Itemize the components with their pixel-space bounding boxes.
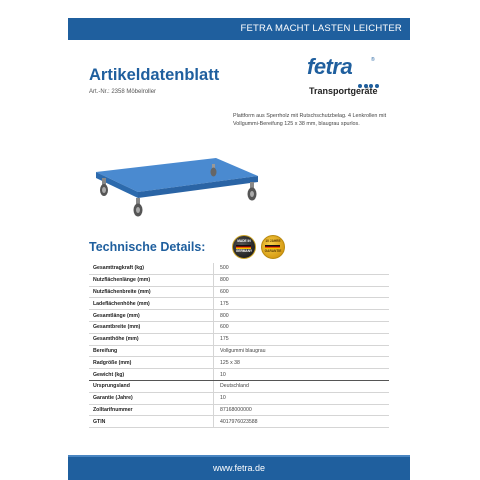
page-title: Artikeldatenblatt bbox=[89, 66, 220, 84]
spec-value: 800 bbox=[214, 310, 390, 322]
spec-value: 10 bbox=[214, 392, 390, 404]
spec-value: 4017976023588 bbox=[214, 416, 390, 428]
spec-value: 87168000000 bbox=[214, 404, 390, 416]
table-row bbox=[89, 369, 389, 381]
spec-key: Nutzflächenbreite (mm) bbox=[89, 286, 214, 298]
badge-text: GERMANY bbox=[235, 249, 253, 253]
table-row bbox=[89, 404, 389, 416]
spec-key: GTIN bbox=[89, 416, 214, 428]
table-row bbox=[89, 392, 389, 404]
table-row bbox=[89, 321, 389, 333]
spec-key: Gesamtlänge (mm) bbox=[89, 310, 214, 322]
spec-key: Nutzflächenlänge (mm) bbox=[89, 274, 214, 286]
table-row bbox=[89, 263, 389, 274]
spec-key: Zolltarifnummer bbox=[89, 404, 214, 416]
table-row bbox=[89, 298, 389, 310]
table-row bbox=[89, 310, 389, 322]
spec-key: Garantie (Jahre) bbox=[89, 392, 214, 404]
table-row bbox=[89, 274, 389, 286]
table-row bbox=[89, 380, 389, 392]
spec-key: Gesamttragkraft (kg) bbox=[89, 263, 214, 274]
registered-mark: ® bbox=[371, 57, 375, 63]
spec-key: Ursprungsland bbox=[89, 380, 214, 392]
spec-key: Gesamthöhe (mm) bbox=[89, 333, 214, 345]
table-row bbox=[89, 416, 389, 428]
spec-key: Gewicht (kg) bbox=[89, 369, 214, 381]
badge-text: MADE IN bbox=[237, 239, 251, 243]
spec-value: 600 bbox=[214, 321, 390, 333]
spec-value: 10 bbox=[214, 369, 390, 381]
datasheet-page bbox=[68, 0, 410, 480]
spec-key: Radgröße (mm) bbox=[89, 357, 214, 369]
table-row bbox=[89, 357, 389, 369]
spec-value: Deutschland bbox=[214, 380, 390, 392]
spec-key: Gesamtbreite (mm) bbox=[89, 321, 214, 333]
made-in-germany-badge bbox=[232, 235, 256, 259]
table-row bbox=[89, 333, 389, 345]
spec-value: 600 bbox=[214, 286, 390, 298]
article-number: Art.-Nr.: 2358 Möbelroller bbox=[89, 89, 157, 95]
spec-value: 800 bbox=[214, 274, 390, 286]
header-slogan: FETRA MACHT LASTEN LEICHTER bbox=[240, 23, 402, 34]
technical-details-heading: Technische Details: bbox=[89, 240, 206, 254]
logo-subtitle: Transportgeräte bbox=[309, 86, 378, 96]
spec-table bbox=[89, 263, 389, 428]
header-bar bbox=[68, 18, 410, 40]
guarantee-badge bbox=[261, 235, 285, 259]
spec-key: Bereifung bbox=[89, 345, 214, 357]
table-row bbox=[89, 286, 389, 298]
product-description: Plattform aus Sperrholz mit Rutschschutzbelag. 4 Lenkrollen mit Vollgummi-Bereifung 125 x 38 mm, blaugrau spurlos. bbox=[233, 113, 387, 127]
spec-value: Vollgummi blaugrau bbox=[214, 345, 390, 357]
badge-text: 10 JAHRE bbox=[265, 239, 281, 243]
spec-key: Ladeflächenhöhe (mm) bbox=[89, 298, 214, 310]
spec-value: 125 x 38 bbox=[214, 357, 390, 369]
badge-text: GARANTIE bbox=[264, 249, 282, 253]
spec-value: 175 bbox=[214, 333, 390, 345]
dolly-product-image bbox=[88, 150, 278, 220]
footer-bar bbox=[68, 456, 410, 480]
footer-url-link[interactable]: www.fetra.de bbox=[212, 463, 266, 473]
spec-value: 500 bbox=[214, 263, 390, 274]
spec-value: 175 bbox=[214, 298, 390, 310]
fetra-logo: fetra bbox=[307, 54, 353, 79]
table-row bbox=[89, 345, 389, 357]
